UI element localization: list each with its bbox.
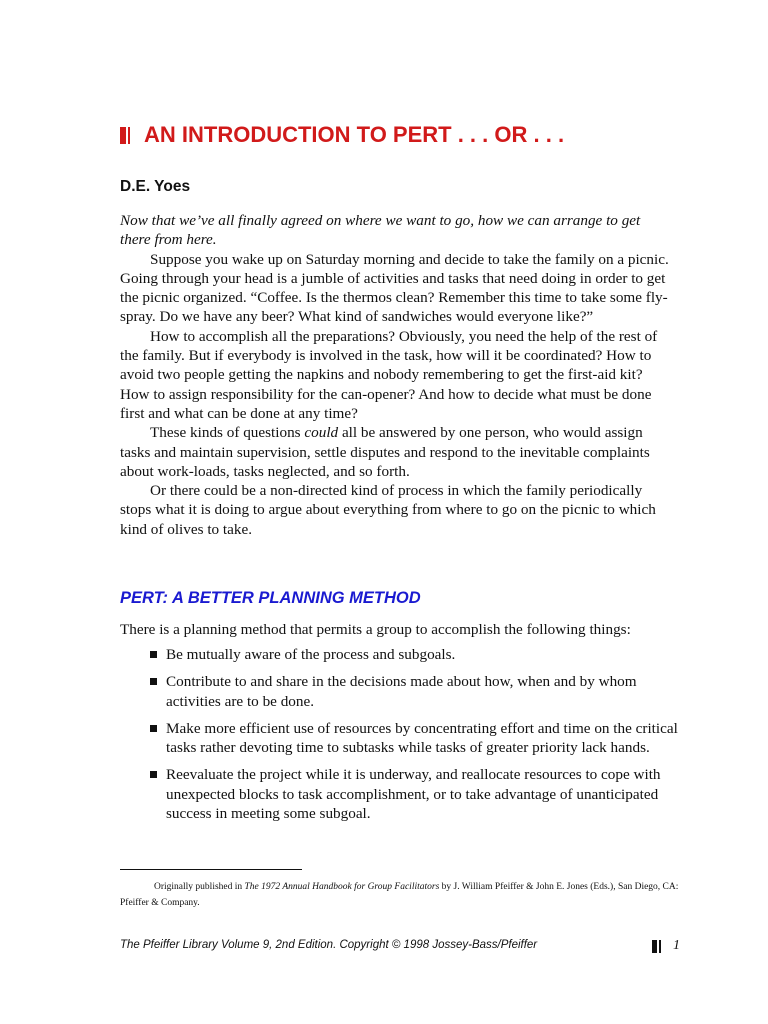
page-number: 1 bbox=[673, 938, 680, 953]
paragraph-3-end: all be answered by one person, who would assign tasks and maintain supervision, settle disputes and respond to the inevitable complaints about work-loads, tasks neglected, and so forth. bbox=[120, 424, 650, 480]
square-bullet-icon bbox=[150, 651, 157, 658]
paragraph-4: Or there could be a non-directed kind of process in which the family periodically stops what it is doing to argue about everything from where to go on the picnic to which kind of olives to take. bbox=[120, 482, 656, 538]
list-item bbox=[150, 765, 680, 823]
page-footer: The Pfeiffer Library Volume 9, 2nd Edition. Copyright © 1998 Jossey-Bass/Pfeiffer bbox=[120, 939, 538, 951]
title-row bbox=[120, 122, 564, 148]
list-item-text: Reevaluate the project while it is underway, and reallocate resources to cope with unexpected blocks to task accomplishment, or to take advantage of unanticipated success in meeting some subgoal. bbox=[166, 766, 661, 823]
list-item bbox=[150, 719, 680, 758]
footer-bar-marker-thin bbox=[659, 940, 661, 953]
list-item-text: Make more efficient use of resources by concentrating effort and time on the critical tasks rather devoting time to subtasks while tasks of greater priority lack hands. bbox=[166, 719, 678, 757]
paragraph-3-start: These kinds of questions bbox=[150, 424, 305, 442]
footnote-divider bbox=[120, 869, 302, 870]
paragraph-1: Suppose you wake up on Saturday morning and decide to take the family on a picnic. Going through your head is a jumble of activities and tasks that need doing in order to get the picnic organized. “Coffee. Is the thermos clean? Remember this time to take some fly-spray. Do we have any beer? What kind of sandwiches would everyone like?” bbox=[120, 250, 669, 326]
section-lead-text: There is a planning method that permits a group to accomplish the following things: bbox=[120, 621, 631, 638]
footnote-start: Originally published in bbox=[154, 882, 245, 892]
paragraph-3 bbox=[120, 423, 672, 481]
section-subheading: PERT: A BETTER PLANNING METHOD bbox=[120, 589, 421, 607]
footer-bar-marker-icon bbox=[652, 940, 657, 953]
intro-italic-paragraph: Now that we’ve all finally agreed on where we want to go, how we can arrange to get there from here. bbox=[120, 212, 641, 249]
benefits-list bbox=[150, 645, 680, 831]
footnote-end: by J. William Pfeiffer & John E. Jones (Eds.), San Diego, CA: Pfeiffer & Company. bbox=[120, 882, 679, 908]
body-text bbox=[120, 211, 672, 539]
list-item bbox=[150, 672, 680, 711]
list-item bbox=[150, 645, 680, 664]
paragraph-3-emphasis: could bbox=[304, 424, 339, 442]
title-bar-marker-icon bbox=[120, 127, 130, 144]
page-title: AN INTRODUCTION TO PERT . . . OR . . . bbox=[144, 122, 565, 147]
list-item-text: Contribute to and share in the decisions made about how, when and by whom activities are to be done. bbox=[166, 673, 637, 710]
paragraph-2: How to accomplish all the preparations? Obviously, you need the help of the rest of the family. But if everybody is involved in the task, how will it be coordinated? How to avoid two people getting the napkins and nobody remembering to get the first-aid kit? How to assign responsibility for the can-opener? And how to decide what must be done first and what can be done at any time? bbox=[120, 327, 658, 422]
square-bullet-icon bbox=[150, 678, 157, 685]
author-name: D.E. Yoes bbox=[120, 178, 191, 195]
footnote bbox=[120, 879, 700, 911]
square-bullet-icon bbox=[150, 725, 157, 732]
footer-page-marker bbox=[652, 938, 680, 954]
square-bullet-icon bbox=[150, 771, 157, 778]
list-item-text: Be mutually aware of the process and subgoals. bbox=[166, 646, 456, 663]
footnote-source-title: The 1972 Annual Handbook for Group Facilitators bbox=[244, 882, 440, 892]
